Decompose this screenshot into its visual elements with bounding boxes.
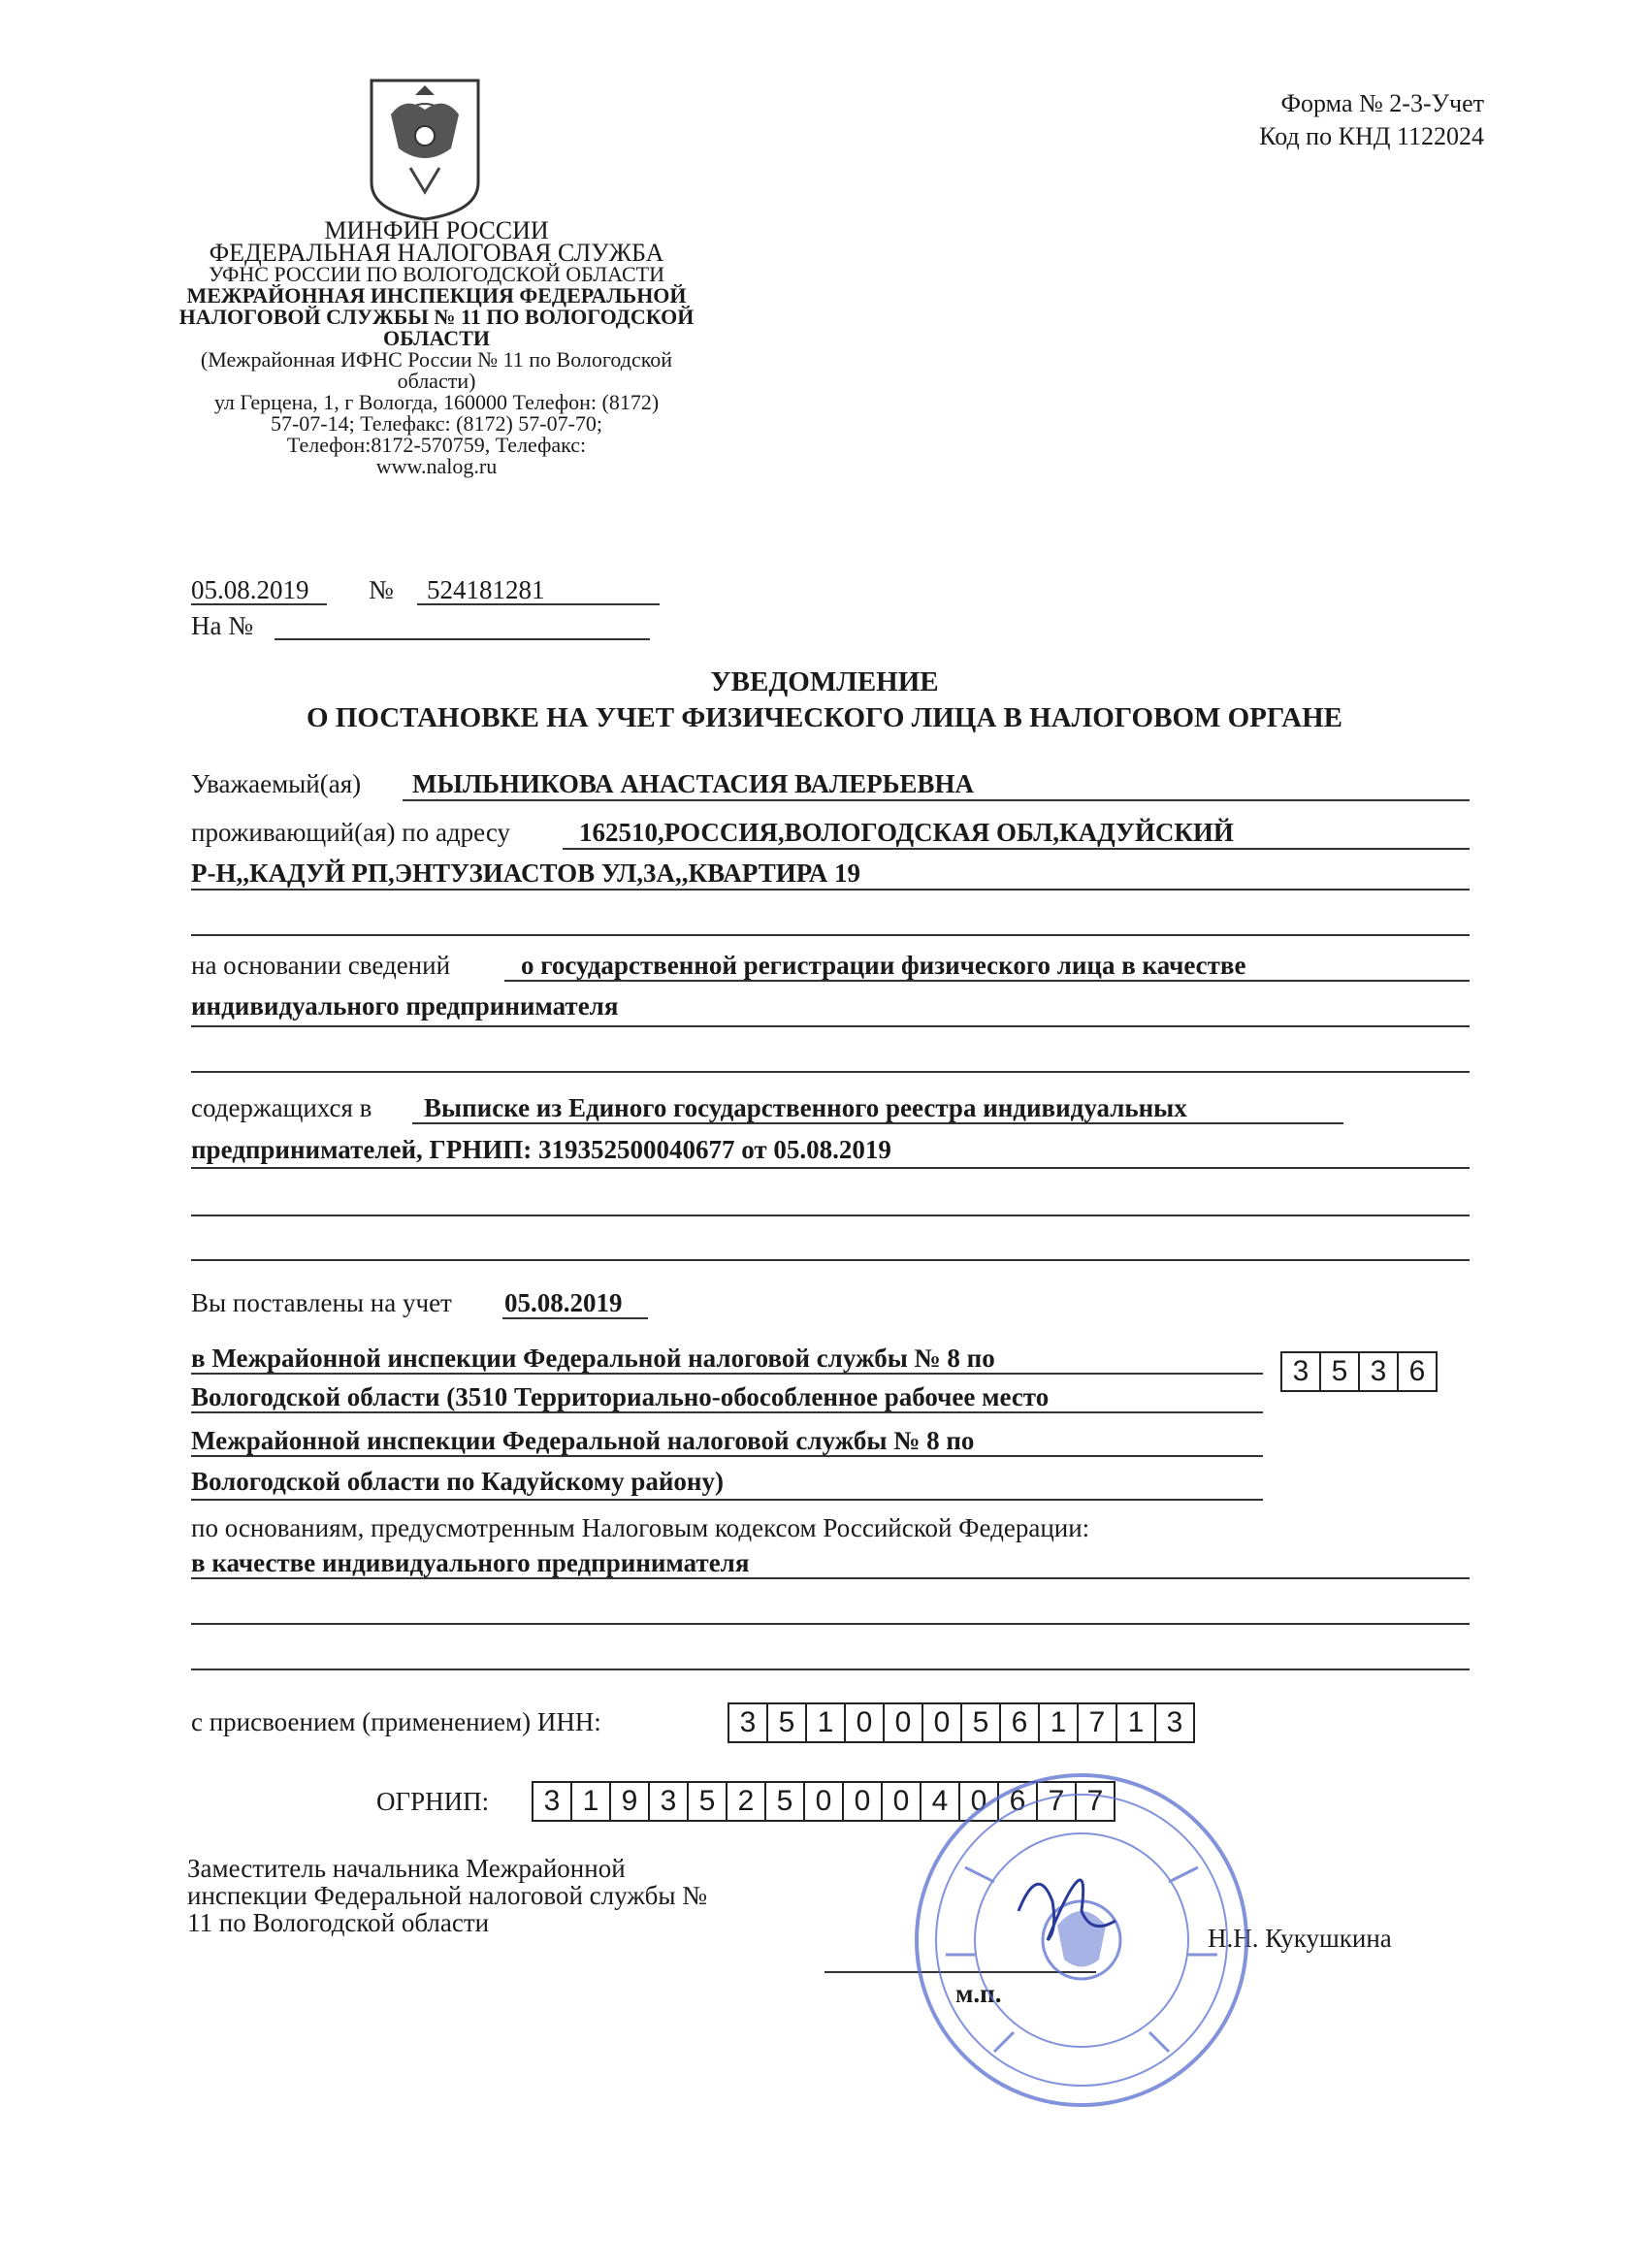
ogrnip-digit: 5 <box>689 1783 728 1820</box>
signatory-line: 11 по Вологодской области <box>187 1908 490 1937</box>
authority-line: (Межрайонная ИФНС России № 11 по Вологодской <box>200 347 673 372</box>
office-code-digit: 3 <box>1360 1353 1399 1390</box>
signatory-name: Н.Н. Кукушкина <box>1208 1924 1392 1953</box>
office-line: в Межрайонной инспекции Федеральной налоговой службы № 8 по <box>191 1344 995 1373</box>
ogrnip-digit: 0 <box>805 1783 844 1820</box>
office-line: Вологодской области (3510 Территориально-обособленное рабочее место <box>191 1382 1050 1411</box>
address-label: проживающий(ая) по адресу <box>191 818 510 847</box>
ogrnip-digit: 0 <box>844 1783 883 1820</box>
inn-digit: 3 <box>1166 1706 1183 1738</box>
ogrnip-digit: 0 <box>883 1783 922 1820</box>
office-line: Межрайонной инспекции Федеральной налоговой службы № 8 по <box>191 1426 975 1455</box>
signatory-line: инспекции Федеральной налоговой службы № <box>187 1881 707 1910</box>
handwritten-signature <box>999 1843 1135 1960</box>
source-label: содержащихся в <box>191 1093 372 1122</box>
office-code-digit: 6 <box>1408 1355 1426 1387</box>
ogrnip-digit: 3 <box>534 1783 572 1820</box>
registration-label: Вы поставлены на учет <box>191 1288 452 1317</box>
ogrnip-digit: 5 <box>766 1783 805 1820</box>
inn-digit: 3 <box>729 1704 768 1741</box>
ogrnip-digit: 7 <box>1038 1783 1077 1820</box>
inn-digit: 5 <box>768 1704 807 1741</box>
inn-digit: 0 <box>885 1704 923 1741</box>
inn-digit: 0 <box>923 1704 962 1741</box>
ogrnip-digit: 3 <box>650 1783 689 1820</box>
registration-date: 05.08.2019 <box>504 1288 623 1317</box>
ogrnip-digit: 1 <box>572 1783 611 1820</box>
grounds-label: по основаниям, предусмотренным Налоговым кодексом Российской Федерации: <box>191 1513 1090 1542</box>
source-line: Выписке из Единого государственного реестра индивидуальных <box>424 1093 1187 1122</box>
office-code-boxes <box>1280 1351 1438 1392</box>
authority-line: области) <box>397 369 476 393</box>
signatory-title <box>187 1855 707 1936</box>
grounds-value: в качестве индивидуального предпринимателя <box>191 1548 750 1577</box>
inn-digit: 1 <box>807 1704 846 1741</box>
authority-line: МЕЖРАЙОННАЯ ИНСПЕКЦИЯ ФЕДЕРАЛЬНОЙ <box>186 283 687 308</box>
addressee-name: МЫЛЬНИКОВА АНАСТАСИЯ ВАЛЕРЬЕВНА <box>412 769 974 798</box>
form-number: Форма № 2-3-Учет <box>1280 89 1484 117</box>
inn-digit: 1 <box>1117 1704 1156 1741</box>
ogrnip-digit: 0 <box>960 1783 999 1820</box>
basis-line: индивидуального предпринимателя <box>191 991 619 1021</box>
office-line: Вологодской области по Кадуйскому району) <box>191 1467 724 1496</box>
authority-line: www.nalog.ru <box>375 454 498 478</box>
authority-line: МИНФИН РОССИИ <box>324 216 549 244</box>
inn-digit: 1 <box>1040 1704 1079 1741</box>
authority-line: ОБЛАСТИ <box>383 326 490 350</box>
authority-header <box>146 216 728 478</box>
inn-label: с присвоением (применением) ИНН: <box>191 1707 601 1736</box>
ogrnip-digit: 6 <box>999 1783 1038 1820</box>
ogrnip-digit: 7 <box>1086 1785 1104 1817</box>
address-line: 162510,РОССИЯ,ВОЛОГОДСКАЯ ОБЛ,КАДУЙСКИЙ <box>579 818 1234 847</box>
inn-digit: 5 <box>962 1704 1001 1741</box>
ogrnip-label: ОГРНИП: <box>376 1787 490 1816</box>
ref-number: 524181281 <box>427 575 545 604</box>
knd-code: Код по КНД 1122024 <box>1259 122 1484 150</box>
ogrnip-digit: 4 <box>922 1783 960 1820</box>
authority-line: ул Герцена, 1, г Вологда, 160000 Телефон: (8172) <box>213 390 660 414</box>
office-code-digit: 3 <box>1282 1353 1321 1390</box>
signatory-line: Заместитель начальника Межрайонной <box>187 1854 626 1883</box>
inn-digit: 6 <box>1001 1704 1040 1741</box>
authority-line: ФЕДЕРАЛЬНАЯ НАЛОГОВАЯ СЛУЖБА <box>209 239 664 267</box>
source-line: предпринимателей, ГРНИП: 319352500040677 от 05.08.2019 <box>191 1135 891 1164</box>
ref-date: 05.08.2019 <box>191 575 309 604</box>
reply-label: На № <box>191 611 253 640</box>
basis-line: о государственной регистрации физического лица в качестве <box>521 951 1246 980</box>
inn-digit: 0 <box>846 1704 885 1741</box>
authority-line: НАЛОГОВОЙ СЛУЖБЫ № 11 ПО ВОЛОГОДСКОЙ <box>178 305 695 329</box>
address-line: Р-Н,,КАДУЙ РП,ЭНТУЗИАСТОВ УЛ,3А,,КВАРТИРА 19 <box>191 859 861 888</box>
ref-number-sign: № <box>369 575 394 604</box>
office-code-digit: 5 <box>1321 1353 1360 1390</box>
inn-digit: 7 <box>1079 1704 1117 1741</box>
coat-of-arms-emblem <box>362 76 488 221</box>
inn-boxes <box>728 1702 1195 1743</box>
ogrnip-digit: 2 <box>728 1783 766 1820</box>
authority-line: УФНС РОССИИ ПО ВОЛОГОДСКОЙ ОБЛАСТИ <box>209 262 664 286</box>
ogrnip-digit: 9 <box>611 1783 650 1820</box>
authority-line: Телефон:8172-570759, Телефакс: <box>286 433 587 457</box>
document-subtitle: О ПОСТАНОВКЕ НА УЧЕТ ФИЗИЧЕСКОГО ЛИЦА В НАЛОГОВОМ ОРГАНЕ <box>306 702 1343 733</box>
basis-label: на основании сведений <box>191 951 451 980</box>
document-title: УВЕДОМЛЕНИЕ <box>710 666 939 697</box>
seal-place-label: м.п. <box>955 1979 1002 2008</box>
addressee-label: Уважаемый(ая) <box>191 769 362 798</box>
authority-line: 57-07-14; Телефакс: (8172) 57-07-70; <box>270 411 603 436</box>
